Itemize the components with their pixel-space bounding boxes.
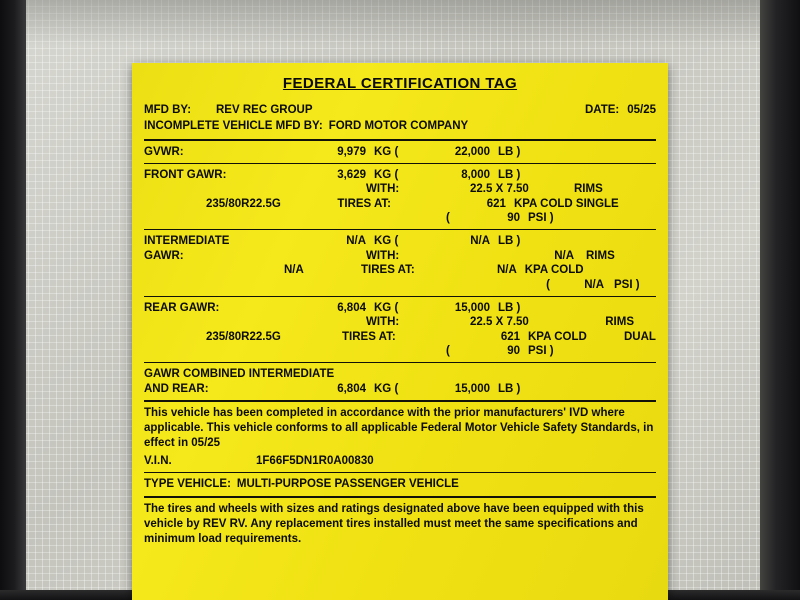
front-gawr-label: FRONT GAWR: <box>144 168 227 181</box>
rear-kg-value: 6,804 <box>337 301 366 314</box>
rear-kpa-label: KPA COLD <box>528 330 587 343</box>
front-gawr-lb-value: 8,000 <box>461 168 490 181</box>
conformity-statement: This vehicle has been completed in accordance with the prior manufacturers' IVD where applicable. This vehicle conforms to all applicable Federal Motor Vehicle Safety Standards, in effect in 05/25 <box>144 407 654 449</box>
intermediate-rims-label: RIMS <box>586 249 615 262</box>
divider <box>144 296 656 297</box>
intermediate-gawr-label-line2: GAWR: <box>144 249 184 262</box>
gvwr-kg-value: 9,979 <box>337 145 366 158</box>
front-pressure-kpa: 621 <box>486 197 506 210</box>
page-title: FEDERAL CERTIFICATION TAG <box>282 75 518 92</box>
rear-rim-size: 22.5 X 7.50 <box>470 316 529 329</box>
intermediate-psi-label: PSI ) <box>614 278 640 291</box>
federal-certification-tag <box>132 63 668 600</box>
combined-label-line2: AND REAR: <box>144 382 209 395</box>
gvwr-kg-unit: KG ( <box>374 145 399 158</box>
front-kpa-label: KPA COLD SINGLE <box>513 197 619 210</box>
divider <box>144 229 656 230</box>
intermediate-kg-unit: KG ( <box>374 235 399 248</box>
tires-wheels-footer: The tires and wheels with sizes and ratings designated above have been equipped with this vehicle by REV RV. Any replacement tires installed must meet the same specifications and minimum load requirements. <box>144 502 644 546</box>
rear-paren-open: ( <box>446 345 450 357</box>
front-rims-label: RIMS <box>574 183 603 196</box>
gvwr-label: GVWR: <box>144 145 184 158</box>
divider <box>144 362 656 363</box>
front-pressure-psi: 90 <box>507 212 520 224</box>
front-gawr-kg-unit: KG ( <box>374 168 399 181</box>
front-with-row <box>144 182 656 196</box>
gvwr-lb-unit: LB ) <box>498 145 521 158</box>
intermediate-psi-row <box>144 278 656 292</box>
front-gawr-row <box>144 168 656 182</box>
vehicle-type-value: MULTI-PURPOSE PASSENGER VEHICLE <box>236 478 459 491</box>
vehicle-type-row <box>144 477 656 491</box>
intermediate-kpa-label: KPA COLD <box>524 264 584 277</box>
front-psi-label: PSI ) <box>528 212 554 224</box>
intermediate-tires-row <box>144 263 656 277</box>
intermediate-with-row <box>144 249 656 263</box>
combined-lb-value: 15,000 <box>454 382 490 395</box>
front-with-label: WITH: <box>366 183 400 196</box>
front-tires-row <box>144 197 656 211</box>
rear-with-label: WITH: <box>366 316 400 329</box>
front-psi-row <box>144 211 656 225</box>
combined-gawr-values-row <box>144 382 656 396</box>
intermediate-pressure-psi: N/A <box>584 278 604 291</box>
rear-tire-size: 235/80R22.5G <box>206 330 281 343</box>
intermediate-kg-value: N/A <box>346 235 366 248</box>
intermediate-gawr-label-line1: INTERMEDIATE <box>144 235 230 248</box>
intermediate-lb-unit: LB ) <box>498 235 521 248</box>
vin-value: 1F66F5DN1R0A00830 <box>256 454 374 467</box>
divider <box>144 139 656 141</box>
vehicle-type-label: TYPE VEHICLE: <box>144 478 231 491</box>
rear-lb-unit: LB ) <box>498 301 521 314</box>
front-paren-open: ( <box>446 212 450 224</box>
front-gawr-lb-unit: LB ) <box>498 168 521 181</box>
intermediate-with-label: WITH: <box>366 249 400 262</box>
intermediate-gawr-row <box>144 234 656 248</box>
incomplete-vehicle-label: INCOMPLETE VEHICLE MFD BY: <box>144 120 323 133</box>
intermediate-pressure-kpa: N/A <box>496 264 517 277</box>
intermediate-tire-size: N/A <box>284 264 304 277</box>
intermediate-paren-open: ( <box>546 278 550 291</box>
divider <box>144 400 656 402</box>
rear-psi-label: PSI ) <box>528 345 554 357</box>
door-frame-right <box>760 0 800 600</box>
rear-gawr-label: REAR GAWR: <box>144 301 220 314</box>
rear-kg-unit: KG ( <box>374 301 399 314</box>
gvwr-lb-value: 22,000 <box>454 145 490 158</box>
rear-dual-label: DUAL <box>624 330 656 343</box>
rear-gawr-row <box>144 301 656 315</box>
rear-tires-at-label: TIRES AT: <box>342 330 396 343</box>
combined-kg-value: 6,804 <box>337 382 366 395</box>
vin-label: V.I.N. <box>144 454 172 467</box>
divider <box>144 163 656 164</box>
front-tire-size: 235/80R22.5G <box>206 197 281 210</box>
rear-pressure-psi: 90 <box>507 345 520 357</box>
rear-rims-label: RIMS <box>605 316 634 329</box>
incomplete-vehicle-value: FORD MOTOR COMPANY <box>328 120 469 133</box>
combined-gawr-label-row <box>144 367 656 381</box>
combined-label-line1: GAWR COMBINED INTERMEDIATE <box>144 368 335 381</box>
intermediate-lb-value: N/A <box>470 235 490 248</box>
divider <box>144 472 656 473</box>
intermediate-tires-at-label: TIRES AT: <box>361 264 415 277</box>
divider <box>144 496 656 498</box>
incomplete-vehicle-row <box>144 119 656 133</box>
front-tires-at-label: TIRES AT: <box>337 197 392 210</box>
rear-lb-value: 15,000 <box>454 301 490 314</box>
date-value: 05/25 <box>627 103 656 116</box>
combined-lb-unit: LB ) <box>498 382 521 395</box>
rear-psi-row <box>144 344 656 358</box>
mfd-by-row <box>144 103 656 117</box>
gvwr-row <box>144 145 656 159</box>
front-gawr-kg-value: 3,629 <box>337 168 366 181</box>
rear-with-row <box>144 315 656 329</box>
vin-row <box>144 454 656 468</box>
mfd-by-value: REV REC GROUP <box>216 103 313 116</box>
wall-shadow <box>0 0 800 46</box>
intermediate-rim-size: N/A <box>554 249 574 262</box>
front-rim-size: 22.5 X 7.50 <box>470 183 529 196</box>
rear-tires-row <box>144 330 656 344</box>
combined-kg-unit: KG ( <box>374 382 399 395</box>
mfd-by-label: MFD BY: <box>144 103 192 116</box>
rear-pressure-kpa: 621 <box>500 330 520 343</box>
date-label: DATE: <box>584 103 620 116</box>
door-frame-left <box>0 0 26 600</box>
